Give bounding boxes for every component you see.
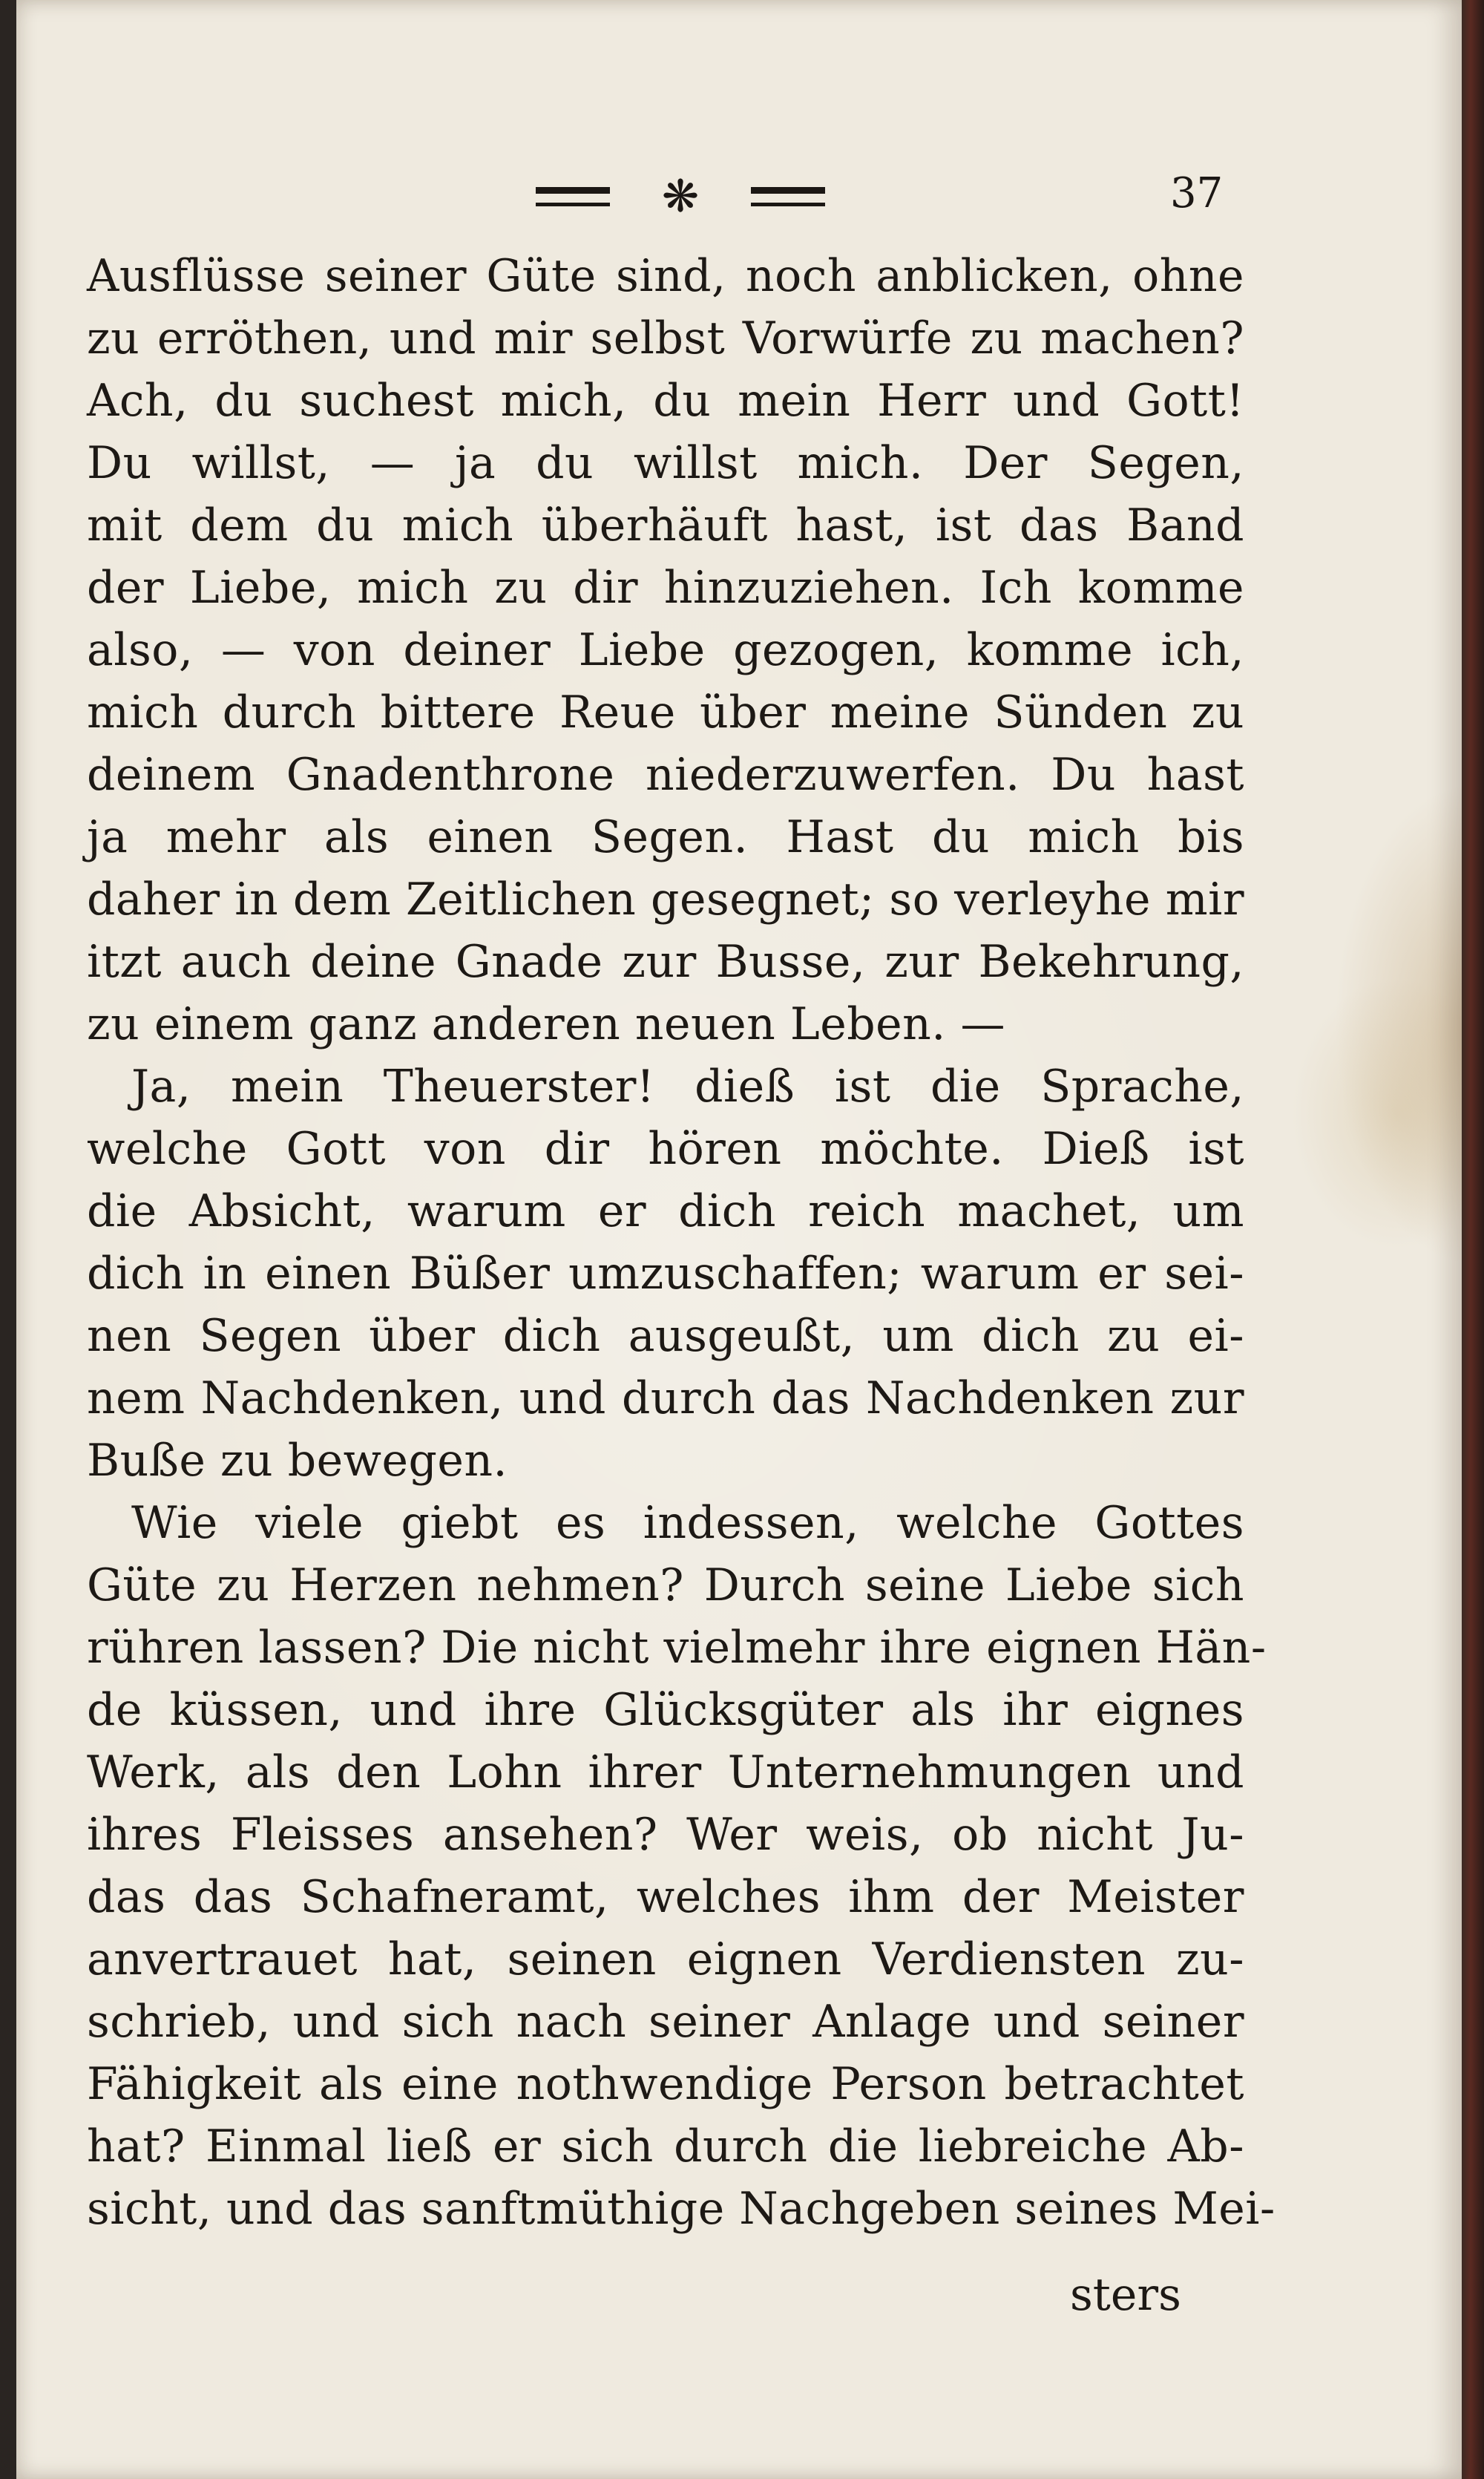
text-line: Ach, du suchest mich, du mein Herr und Gott! [87,375,1244,427]
text-line: zu erröthen, und mir selbst Vorwürfe zu machen? [87,312,1244,364]
text-line: Güte zu Herzen nehmen? Durch seine Liebe sich [87,1559,1244,1611]
text-line: deinem Gnadenthrone niederzuwerfen. Du hast [87,749,1244,801]
text-line: daher in dem Zeitlichen gesegnet; so verleyhe mir [87,874,1244,926]
text-line: der Liebe, mich zu dir hinzuziehen. Ich komme [87,562,1244,614]
header-ornament [536,171,825,223]
book-page [16,0,1462,2479]
text-line: dich in einen Büßer umzuschaffen; warum er sei- [87,1248,1244,1300]
text-line: mit dem du mich überhäuft hast, ist das Band [87,500,1244,551]
text-line: ihres Fleisses ansehen? Wer weis, ob nicht Ju- [87,1809,1244,1861]
text-line: Werk, als den Lohn ihrer Unternehmungen und [87,1746,1244,1798]
page-header [16,163,1462,223]
text-line: welche Gott von dir hören möchte. Dieß ist [87,1123,1244,1175]
text-line: also, — von deiner Liebe gezogen, komme ich, [87,624,1244,676]
text-line: nen Segen über dich ausgeußt, um dich zu ei- [87,1310,1244,1362]
catchword: sters [1070,2269,1181,2321]
text-line: mich durch bittere Reue über meine Sünden zu [87,687,1244,739]
text-line: rühren lassen? Die nicht vielmehr ihre eignen Hän- [87,1622,1267,1674]
text-line: das das Schafneramt, welches ihm der Meister [87,1871,1244,1923]
text-line: Buße zu bewegen. [87,1435,508,1487]
text-line: sicht, und das sanftmüthige Nachgeben seines Mei- [87,2183,1275,2235]
text-line: zu einem ganz anderen neuen Leben. — [87,998,1005,1050]
text-line: schrieb, und sich nach seiner Anlage und seiner [87,1996,1244,2048]
book-edge [1462,0,1484,2479]
page-number: 37 [1170,169,1224,217]
text-line: Du willst, — ja du willst mich. Der Segen, [87,437,1244,489]
text-line: Ja, mein Theuerster! dieß ist die Sprache, [131,1061,1244,1113]
text-line: ja mehr als einen Segen. Hast du mich bis [87,811,1244,863]
text-line: Fähigkeit als eine nothwendige Person betrachtet [87,2058,1244,2110]
text-line: Ausflüsse seiner Güte sind, noch anblicken, ohne [87,250,1244,302]
text-line: anvertrauet hat, seinen eignen Verdiensten zu- [87,1933,1244,1985]
fleuron-icon: ❋ [661,171,700,223]
text-line: nem Nachdenken, und durch das Nachdenken zur [87,1372,1244,1424]
body-text [87,245,1275,2240]
ornament-rule-left [536,187,610,206]
ornament-rule-right [751,187,825,206]
text-line: itzt auch deine Gnade zur Busse, zur Bekehrung, [87,936,1244,988]
text-line: die Absicht, warum er dich reich machet, um [87,1185,1244,1237]
text-line: de küssen, und ihre Glücksgüter als ihr eignes [87,1684,1244,1736]
text-line: hat? Einmal ließ er sich durch die liebreiche Ab- [87,2121,1244,2172]
text-line: Wie viele giebt es indessen, welche Gottes [131,1497,1244,1549]
